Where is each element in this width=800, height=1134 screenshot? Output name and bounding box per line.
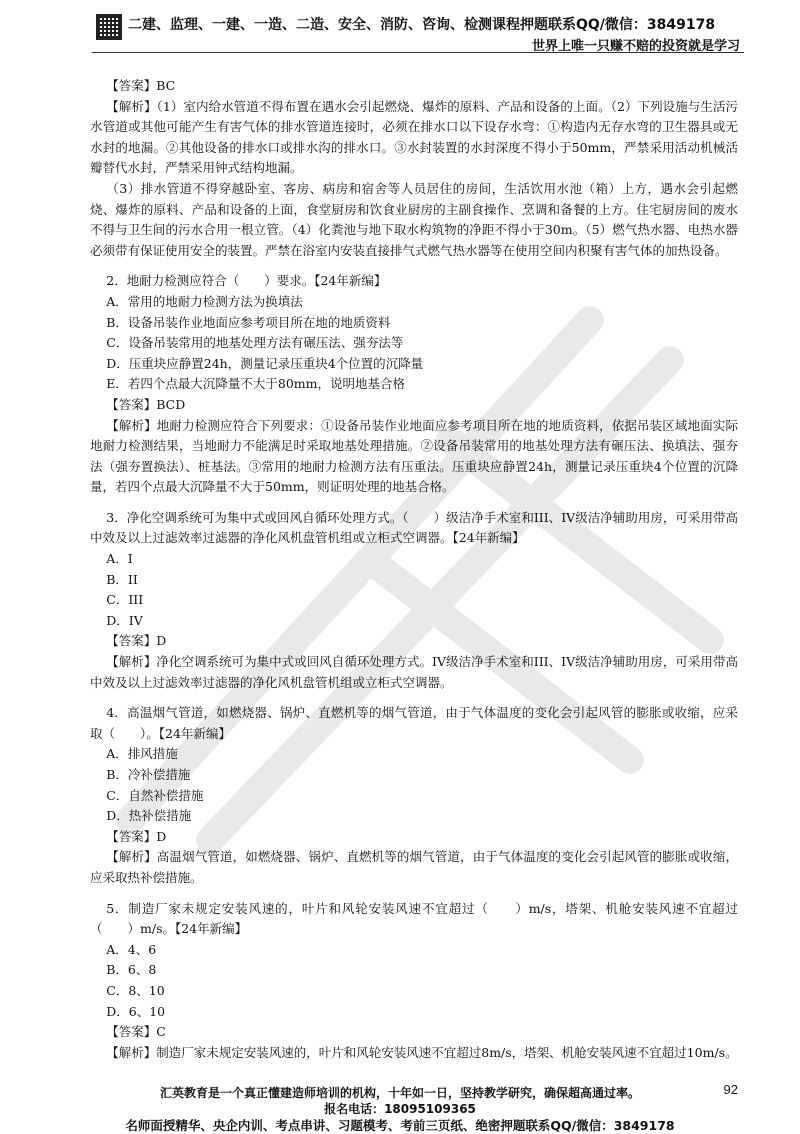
answer-option: D．IV [106, 612, 143, 628]
answer-option: E．若四个点最大沉降量不大于80mm，说明地基合格 [106, 376, 405, 392]
answer-option: C．III [106, 592, 144, 608]
answer-option: B．II [106, 571, 138, 587]
header-contact-line: 二建、监理、一建、一造、二造、安全、消防、咨询、检测课程押题联系QQ/微信：3849178 [128, 17, 716, 33]
document-body [90, 76, 738, 1063]
section-gap [90, 889, 738, 899]
explanation: 【解析】（1）室内给水管道不得布置在遇水会引起燃烧、爆炸的原料、产品和设备的上面。（2）下列设施与生活污水管道或其他可能产生有害气体的排水管道连接时，必须在排水口以下设存水弯：①构造内无存水弯的卫生器具或无水封的地漏。②其他设备的排水口或排水沟的排水口。③水封装置的水封深度不得小于50mm，严禁采用活动机械活瓣替代水封，严禁采用钟式结构地漏。 [90, 98, 738, 176]
answer-option: C．8、10 [106, 982, 165, 998]
header-slogan: 世界上唯一只赚不赔的投资就是学习 [531, 39, 740, 54]
answer-key: 【答案】C [106, 1024, 166, 1040]
answer-option: C．设备吊装常用的地基处理方法有碾压法、强夯法等 [106, 335, 404, 351]
answer-option: D．热补偿措施 [106, 808, 192, 824]
paragraph: 2．地耐力检测应符合（ ）要求。【24年新编】 [106, 273, 387, 289]
header-divider [92, 52, 744, 53]
section-gap [90, 693, 738, 703]
footer-promo: 汇英教育是一个真正懂建造师培训的机构，十年如一日，坚持教学研究，确保超高通过率。 [159, 1086, 640, 1100]
answer-key: 【答案】BCD [106, 396, 186, 412]
section-gap [90, 261, 738, 271]
section-gap [90, 498, 738, 508]
footer-services: 名师面授精华、央企内训、考点串讲、习题模考、考前三页纸、绝密押题联系QQ/微信：3849178 [125, 1118, 675, 1133]
explanation: 【解析】制造厂家未规定安装风速的，叶片和风轮安装风速不宜超过8m/s，塔架、机舱安装风速不宜超过10m/s。 [106, 1044, 738, 1060]
qr-code [96, 14, 122, 40]
answer-key: 【答案】BC [106, 78, 176, 93]
answer-option: B．设备吊装作业地面应参考项目所在地的地质资料 [106, 314, 391, 330]
answer-option: D．压重块应静置24h，测量记录压重块4个位置的沉降量 [106, 355, 424, 371]
paragraph: 3．净化空调系统可为集中式或回风自循环处理方式。（ ）级洁净手术室和III、IV级洁净辅助用房，可采用带高中效及以上过滤效率过滤器的净化风机盘管机组或立柜式空调器。【24年新编】 [90, 509, 738, 546]
paragraph: 5．制造厂家未规定安装风速的，叶片和风轮安装风速不宜超过（ ）m/s，塔架、机舱安装风速不宜超过（ ）m/s。【24年新编】 [90, 900, 738, 937]
answer-option: C．自然补偿措施 [106, 787, 204, 803]
answer-option: B．冷补偿措施 [106, 767, 191, 782]
answer-option: D．6、10 [106, 1003, 166, 1019]
answer-option: A．排风措施 [106, 746, 178, 762]
paragraph: 4．高温烟气管道，如燃烧器、锅炉、直燃机等的烟气管道，由于气体温度的变化会引起风管的膨胀或收缩，应采取（ ）。【24年新编】 [90, 705, 738, 741]
paragraph: （3）排水管道不得穿越卧室、客房、病房和宿舍等人员居住的房间，生活饮用水池（箱）上方，遇水会引起燃烧、爆炸的原料、产品和设备的上面，食堂厨房和饮食业厨房的主副食操作、烹调和备餐的上方。住宅厨房间的废水不得与卫生间的污水合用一根立管。（4）化粪池与地下取水构筑物的净距不得小于30m。（5）燃气热水器、电热水器必须带有保证使用安全的装置。严禁在浴室内安装直接排气式燃气热水器等在使用空间内积聚有害气体的加热设备。 [90, 180, 738, 258]
footer-phone: 报名电话：18095109365 [324, 1102, 476, 1116]
answer-option: B．6、8 [106, 962, 157, 978]
answer-key: 【答案】D [106, 633, 167, 649]
answer-option: A．4、6 [106, 941, 157, 957]
answer-option: A．常用的地耐力检测方法为换填法 [106, 293, 303, 309]
page-number: 92 [723, 1082, 738, 1097]
answer-key: 【答案】D [106, 828, 167, 844]
explanation: 【解析】地耐力检测应符合下列要求：①设备吊装作业地面应参考项目所在地的地质资料，依据吊装区域地面实际地耐力检测结果，当地耐力不能满足时采取地基处理措施。②设备吊装常用的地基处理方法有碾压法、换填法、强夯法（强夯置换法）、桩基法。③常用的地耐力检测方法有压重法。压重块应静置24h，测量记录压重块4个位置的沉降量，若四个点最大沉降量不大于50mm，则证明处理的地基合格。 [90, 417, 738, 495]
explanation: 【解析】高温烟气管道，如燃烧器、锅炉、直燃机等的烟气管道，由于气体温度的变化会引起风管的膨胀或收缩，应采取热补偿措施。 [90, 849, 738, 885]
explanation: 【解析】净化空调系统可为集中式或回风自循环处理方式。IV级洁净手术室和III、IV级洁净辅助用房，可采用带高中效及以上过滤效率过滤器的净化风机盘管机组或立柜式空调器。 [90, 654, 738, 690]
answer-option: A．I [106, 551, 133, 567]
